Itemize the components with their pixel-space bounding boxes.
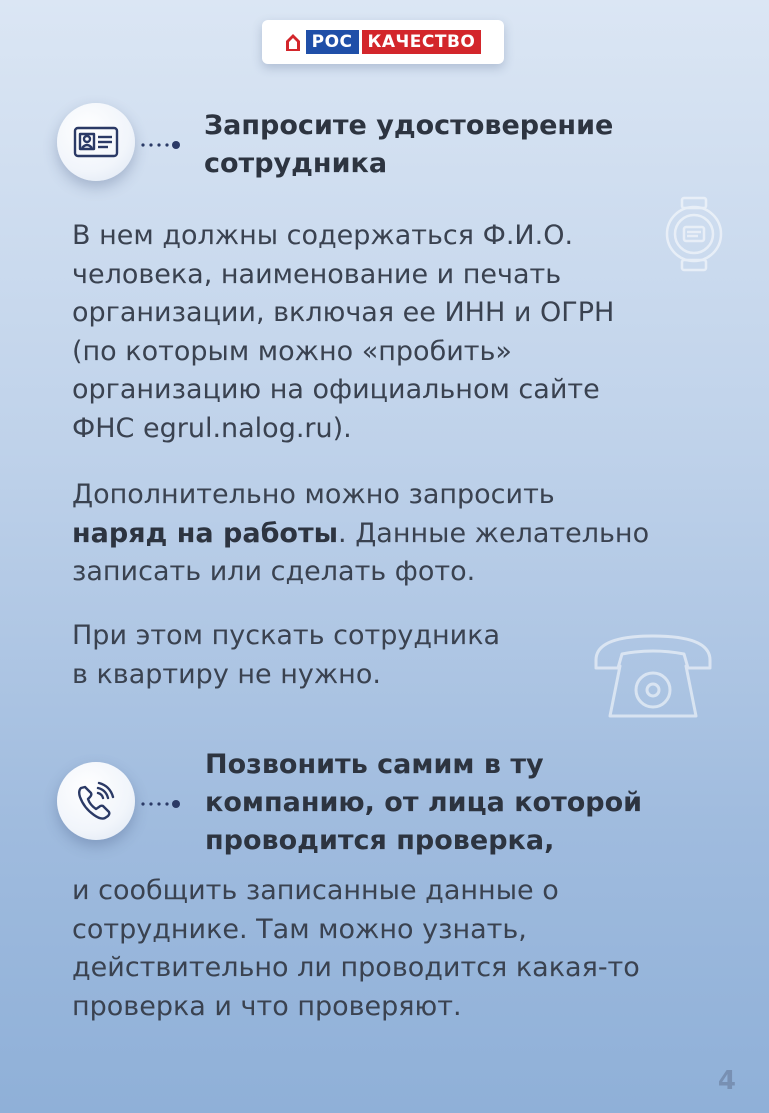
paragraph-line: (по которым можно «пробить»: [72, 335, 512, 367]
section2-heading: [205, 746, 642, 860]
id-card-icon: [73, 125, 119, 159]
paragraph-line: сотруднике. Там можно узнать,: [72, 913, 527, 945]
paragraph-line: [72, 515, 649, 554]
work-order-emphasis: наряд на работы: [72, 517, 339, 549]
logo-text-ros: РОС: [306, 30, 359, 54]
paragraph-line: При этом пускать сотрудника: [72, 620, 501, 651]
section1-heading-line: Запросите удостоверение: [204, 110, 614, 141]
section1-heading-line: сотрудника: [204, 148, 388, 179]
telephone-icon: [592, 630, 714, 722]
house-icon: [285, 32, 301, 52]
section1-paragraph2: [72, 476, 649, 592]
paragraph-line: в квартиру не нужно.: [72, 658, 381, 690]
meter-icon: [662, 196, 726, 272]
paragraph-line: действительно ли проводится какая-то: [72, 952, 640, 983]
section2-heading-line: компанию, от лица которой: [205, 787, 643, 818]
section1-paragraph1: [72, 217, 614, 448]
phone-call-badge: [57, 762, 135, 840]
connector-dots: [140, 140, 182, 150]
paragraph-line: и сообщить записанные данные о: [72, 875, 559, 906]
paragraph-line: записать или сделать фото.: [72, 556, 476, 587]
paragraph-line: организации, включая ее ИНН и ОГРН: [72, 297, 615, 328]
page-number: 4: [717, 1066, 736, 1096]
paragraph-line: проверка и что проверяют.: [72, 990, 462, 1022]
section2-heading-line: проводится проверка,: [205, 825, 555, 856]
paragraph-line: ФНС egrul.nalog.ru).: [72, 412, 352, 444]
section1-heading: [204, 107, 613, 183]
connector-dots: [140, 799, 182, 809]
section1-paragraph3: [72, 617, 500, 694]
section2-heading-line: Позвонить самим в ту: [205, 749, 544, 780]
roskachestvo-logo: [262, 20, 504, 64]
paragraph-line: В нем должны содержаться Ф.И.О.: [72, 220, 574, 251]
id-card-badge: [57, 103, 135, 181]
paragraph-line: человека, наименование и печать: [72, 258, 562, 290]
phone-call-icon: [76, 781, 116, 821]
paragraph-line: организацию на официальном сайте: [72, 374, 600, 405]
paragraph-line: Дополнительно можно запросить: [72, 479, 555, 510]
paragraph-text: . Данные желательно: [338, 517, 650, 549]
section2-paragraph: [72, 872, 640, 1026]
logo-text-kachestvo: КАЧЕСТВО: [362, 30, 482, 54]
